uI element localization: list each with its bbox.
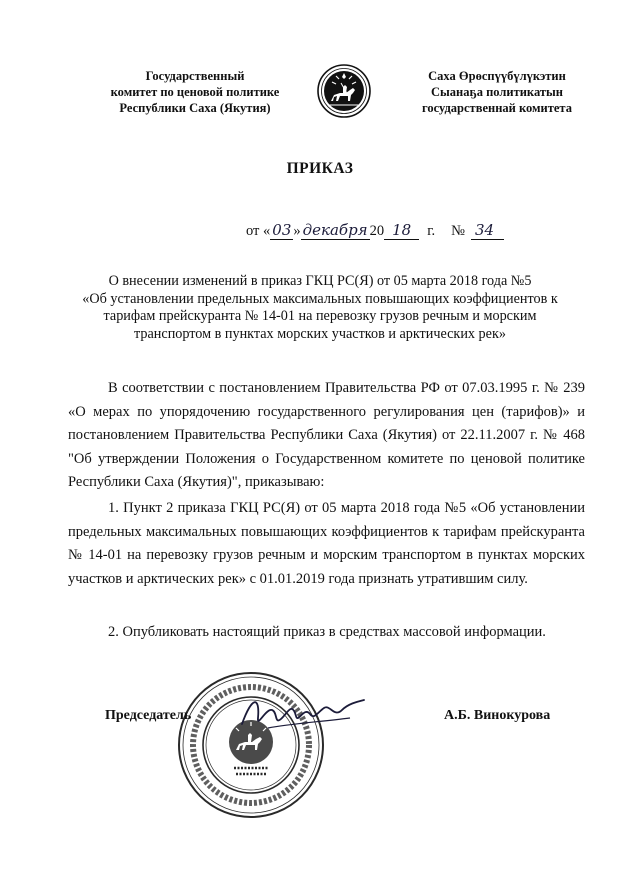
header-right-line: государственнай комитета [422, 101, 572, 115]
subject-line: тарифам прейскуранта № 14-01 на перевозку грузов речным и морским [103, 308, 537, 324]
body-paragraph-item-2: 2. Опубликовать настоящий приказ в средствах массовой информации. [108, 624, 546, 640]
order-month: декабря [302, 221, 368, 239]
order-date-number-line [246, 218, 504, 240]
order-year-prefix: 20 [369, 223, 385, 239]
order-day: 03 [272, 221, 292, 239]
handwritten-signature [238, 688, 368, 738]
order-year-suffix: 18 [384, 221, 419, 240]
header-right-line: Сыанаҕа политикатын [431, 85, 563, 99]
subject-line: О внесении изменений в приказ ГКЦ РС(Я) от 05 марта 2018 года №5 [108, 273, 532, 289]
body-paragraph-preamble: В соответствии с постановлением Правительства РФ от 07.03.1995 г. № 239 «О мерах по упорядочению государственного регулирования цен (тарифов)» и постановлением Правительства Республики Саха (Якутия) от 22.11.2007 г. № 468 "Об утверждении Положения о Государственном комитете по ценовой политике Республики Саха (Якутия)", приказываю: [68, 380, 585, 490]
header-left-org-name [100, 68, 290, 116]
document-title: ПРИКАЗ [286, 160, 354, 177]
body-paragraph-item-1: 1. Пункт 2 приказа ГКЦ РС(Я) от 05 марта 2018 года №5 «Об установлении предельных максимальных повышающих коэффициентов к тарифам прейскуранта № 14-01 на перевозку грузов речным и морским транспортом в пунктах морских участков и арктических рек» с 01.01.2019 года признать утратившим силу. [68, 500, 585, 587]
order-number: 34 [471, 221, 504, 240]
subject-line: транспортом в пунктах морских участков и арктических рек» [134, 325, 506, 342]
coat-of-arms-emblem [316, 63, 372, 119]
signatory-name [444, 708, 550, 724]
order-date-prefix: от « [246, 223, 271, 239]
header-left-line: комитет по ценовой политике [110, 85, 280, 99]
signatory-title-text: Председатель [105, 708, 192, 723]
header-left-line: Государственный [145, 69, 245, 83]
header-right-org-name [392, 68, 602, 116]
order-year-label: г. [427, 223, 436, 239]
signatory-name-text: А.Б. Винокурова [444, 708, 551, 723]
header-left-line: Республики Саха (Якутия) [119, 101, 271, 115]
subject-line: «Об установлении предельных максимальных повышающих коэффициентов к [82, 290, 558, 307]
order-date-mid: » [293, 223, 301, 239]
order-number-label: № [451, 223, 465, 239]
signatory-title [105, 708, 191, 724]
header-right-line: Саха Өрөспүүбүлүкэтин [428, 69, 566, 83]
order-subject [60, 273, 580, 343]
